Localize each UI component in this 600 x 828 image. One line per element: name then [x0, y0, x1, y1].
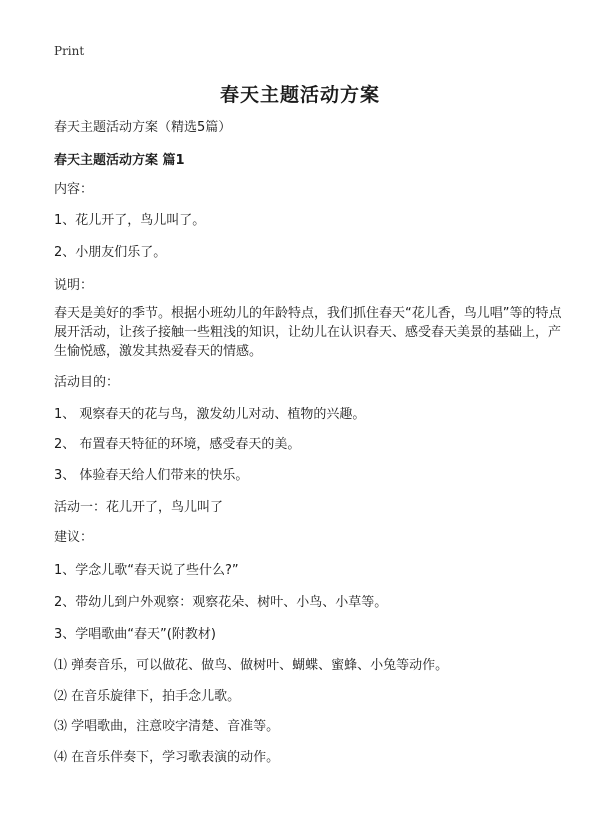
goals-label: 活动目的： [54, 375, 120, 390]
print-label: Print [54, 44, 85, 58]
content-item: 2、小朋友们乐了。 [54, 245, 167, 260]
suggestion-item: 2、带幼儿到户外观察：观察花朵、树叶、小鸟、小草等。 [54, 595, 388, 610]
goal-item: 2、 布置春天特征的环境，感受春天的美。 [54, 437, 301, 452]
activity-one-heading: 活动一：花儿开了，鸟儿叫了 [54, 500, 224, 515]
suggestion-item: 1、学念儿歌“春天说了些什么?” [54, 563, 239, 578]
explanation-paragraph: 春天是美好的季节。根据小班幼儿的年龄特点，我们抓住春天“花儿香，鸟儿唱”等的特点展开活动，让孩子接触一些粗浅的知识，让幼儿在认识春天、感受春天美景的基础上，产生愉悦感，激发其热爱春天的情感。 [54, 306, 562, 359]
content-item: 1、花儿开了，鸟儿叫了。 [54, 213, 206, 228]
suggestions-label: 建议： [54, 530, 94, 545]
document-title: 春天主题活动方案 [219, 84, 380, 106]
step-item: ⑶ 学唱歌曲，注意咬字清楚、音准等。 [54, 719, 280, 734]
suggestion-item: 3、学唱歌曲“春天”(附教材) [54, 627, 216, 642]
document-subtitle: 春天主题活动方案（精选5篇） [54, 120, 232, 135]
step-item: ⑴ 弹奏音乐，可以做花、做鸟、做树叶、蝴蝶、蜜蜂、小兔等动作。 [54, 658, 449, 673]
goal-item: 3、 体验春天给人们带来的快乐。 [54, 468, 249, 483]
step-item: ⑷ 在音乐伴奏下，学习歌表演的动作。 [54, 750, 280, 765]
goal-item: 1、 观察春天的花与鸟，激发幼儿对动、植物的兴趣。 [54, 407, 366, 422]
explanation-label: 说明： [54, 278, 94, 293]
section-heading: 春天主题活动方案 篇1 [54, 153, 185, 168]
step-item: ⑵ 在音乐旋律下，拍手念儿歌。 [54, 689, 241, 704]
content-label: 内容： [54, 182, 94, 197]
